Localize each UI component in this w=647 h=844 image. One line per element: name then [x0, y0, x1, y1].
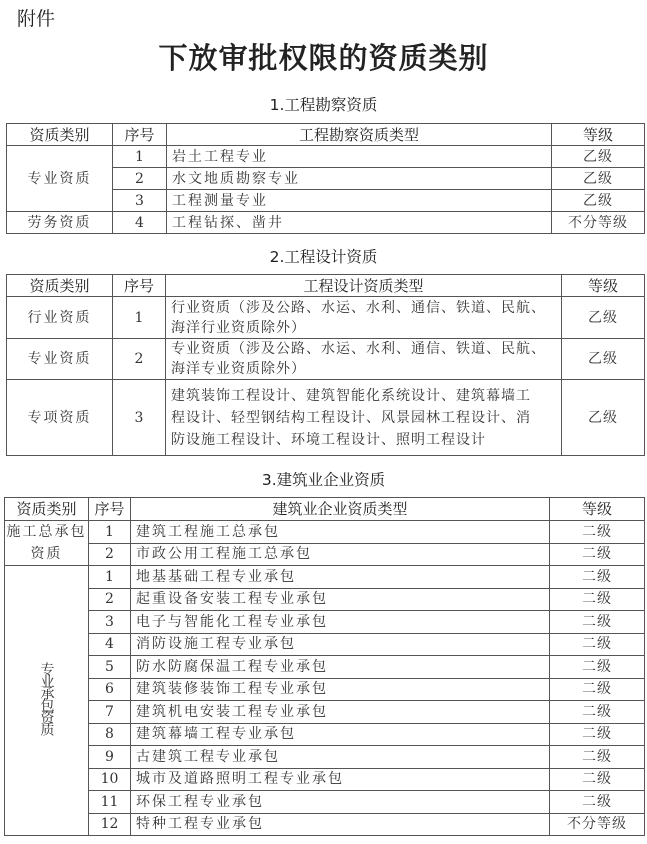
grade-cell: 不分等级 — [550, 813, 645, 836]
column-header: 序号 — [113, 275, 166, 297]
row-number: 10 — [89, 768, 131, 791]
row-number: 2 — [89, 588, 131, 611]
category-cell: 专项资质 — [7, 380, 113, 456]
qualification-type: 防水防腐保温工程专业承包 — [131, 656, 550, 679]
construction-qualification-table — [4, 497, 645, 836]
category-line: 施工总承包 — [6, 524, 87, 540]
row-number: 5 — [89, 656, 131, 679]
grade-cell: 二级 — [550, 791, 645, 814]
row-number: 1 — [89, 521, 131, 544]
column-header: 序号 — [113, 124, 167, 146]
type-line: 程设计、轻型钢结构工程设计、风景园林工程设计、消 — [171, 409, 531, 426]
row-number: 3 — [113, 190, 167, 212]
category-cell: 行业资质 — [7, 297, 113, 339]
qualification-type: 水文地质勘察专业 — [167, 168, 552, 190]
category-cell — [5, 521, 89, 566]
row-number: 3 — [89, 611, 131, 634]
qualification-type: 建筑工程施工总承包 — [131, 521, 550, 544]
attachment-label: 附件 — [17, 8, 56, 30]
column-header: 工程设计资质类型 — [166, 275, 562, 297]
grade-cell: 二级 — [550, 543, 645, 566]
grade-cell: 二级 — [550, 611, 645, 634]
table-row — [5, 588, 645, 611]
qualification-type — [166, 339, 562, 380]
qualification-type — [166, 297, 562, 339]
row-number: 12 — [89, 813, 131, 836]
grade-cell: 二级 — [550, 521, 645, 544]
table-row — [7, 212, 645, 234]
grade-cell: 二级 — [550, 656, 645, 679]
table-row — [5, 656, 645, 679]
grade-cell: 二级 — [550, 768, 645, 791]
grade-cell: 二级 — [550, 723, 645, 746]
column-header: 资质类别 — [5, 498, 89, 521]
table-header-row — [7, 124, 645, 146]
table-row — [5, 701, 645, 724]
section-heading-design: 2.工程设计资质 — [269, 248, 378, 266]
row-number: 1 — [113, 297, 166, 339]
column-header: 等级 — [562, 275, 645, 297]
row-number: 8 — [89, 723, 131, 746]
grade-cell: 二级 — [550, 633, 645, 656]
table-row — [5, 746, 645, 769]
column-header: 资质类别 — [7, 124, 113, 146]
row-number: 3 — [113, 380, 166, 456]
table-row — [7, 380, 645, 456]
grade-cell: 乙级 — [552, 190, 645, 212]
type-line: 海洋行业资质除外） — [171, 319, 306, 336]
qualification-type: 电子与智能化工程专业承包 — [131, 611, 550, 634]
table-row — [5, 611, 645, 634]
table-row — [5, 791, 645, 814]
qualification-type: 古建筑工程专业承包 — [131, 746, 550, 769]
grade-cell: 乙级 — [562, 339, 645, 380]
row-number: 1 — [113, 146, 167, 168]
section-heading-survey: 1.工程勘察资质 — [269, 96, 378, 114]
design-qualification-table — [6, 274, 645, 456]
category-cell — [5, 566, 89, 836]
category-line: 资质 — [30, 546, 63, 562]
row-number: 9 — [89, 746, 131, 769]
qualification-type: 工程钻探、凿井 — [167, 212, 552, 234]
grade-cell: 乙级 — [552, 168, 645, 190]
qualification-type: 市政公用工程施工总承包 — [131, 543, 550, 566]
category-cell: 专业资质 — [7, 339, 113, 380]
qualification-type: 消防设施工程专业承包 — [131, 633, 550, 656]
table-row — [7, 339, 645, 380]
column-header: 等级 — [550, 498, 645, 521]
section-heading-construction: 3.建筑业企业资质 — [261, 471, 386, 489]
type-line: 防设施工程设计、环境工程设计、照明工程设计 — [171, 431, 486, 448]
row-number: 4 — [89, 633, 131, 656]
category-vertical-text: 专业承包资质 — [38, 661, 55, 734]
table-header-row — [5, 498, 645, 521]
table-row — [5, 678, 645, 701]
grade-cell: 二级 — [550, 678, 645, 701]
grade-cell: 乙级 — [552, 146, 645, 168]
row-number: 11 — [89, 791, 131, 814]
table-row — [5, 813, 645, 836]
table-row — [7, 146, 645, 168]
qualification-type: 建筑装修装饰工程专业承包 — [131, 678, 550, 701]
category-cell: 专业资质 — [7, 146, 113, 212]
qualification-type: 工程测量专业 — [167, 190, 552, 212]
survey-qualification-table — [6, 123, 645, 234]
qualification-type: 地基基础工程专业承包 — [131, 566, 550, 589]
grade-cell: 二级 — [550, 566, 645, 589]
qualification-type: 建筑机电安装工程专业承包 — [131, 701, 550, 724]
qualification-type: 起重设备安装工程专业承包 — [131, 588, 550, 611]
type-line: 海洋专业资质除外） — [171, 361, 306, 377]
row-number: 2 — [113, 339, 166, 380]
grade-cell: 二级 — [550, 588, 645, 611]
row-number: 2 — [89, 543, 131, 566]
table-row — [5, 723, 645, 746]
table-row — [5, 543, 645, 566]
column-header: 序号 — [89, 498, 131, 521]
table-row — [7, 297, 645, 339]
row-number: 2 — [113, 168, 167, 190]
column-header: 工程勘察资质类型 — [167, 124, 552, 146]
column-header: 资质类别 — [7, 275, 113, 297]
grade-cell: 不分等级 — [552, 212, 645, 234]
qualification-type: 建筑幕墙工程专业承包 — [131, 723, 550, 746]
grade-cell: 乙级 — [562, 380, 645, 456]
table-row — [5, 633, 645, 656]
table-row — [5, 566, 645, 589]
table-row — [5, 521, 645, 544]
grade-cell: 乙级 — [562, 297, 645, 339]
table-row — [5, 768, 645, 791]
type-line: 行业资质（涉及公路、水运、水利、通信、铁道、民航、 — [171, 299, 546, 316]
column-header: 建筑业企业资质类型 — [131, 498, 550, 521]
qualification-type: 特种工程专业承包 — [131, 813, 550, 836]
qualification-type: 城市及道路照明工程专业承包 — [131, 768, 550, 791]
type-line: 建筑装饰工程设计、建筑智能化系统设计、建筑幕墙工 — [171, 387, 531, 404]
row-number: 4 — [113, 212, 167, 234]
column-header: 等级 — [552, 124, 645, 146]
table-header-row — [7, 275, 645, 297]
grade-cell: 二级 — [550, 701, 645, 724]
row-number: 6 — [89, 678, 131, 701]
qualification-type — [166, 380, 562, 456]
qualification-type: 环保工程专业承包 — [131, 791, 550, 814]
type-line: 专业资质（涉及公路、水运、水利、通信、铁道、民航、 — [171, 341, 546, 357]
qualification-type: 岩土工程专业 — [167, 146, 552, 168]
category-cell: 劳务资质 — [7, 212, 113, 234]
row-number: 7 — [89, 701, 131, 724]
page-title: 下放审批权限的资质类别 — [158, 41, 489, 75]
grade-cell: 二级 — [550, 746, 645, 769]
row-number: 1 — [89, 566, 131, 589]
